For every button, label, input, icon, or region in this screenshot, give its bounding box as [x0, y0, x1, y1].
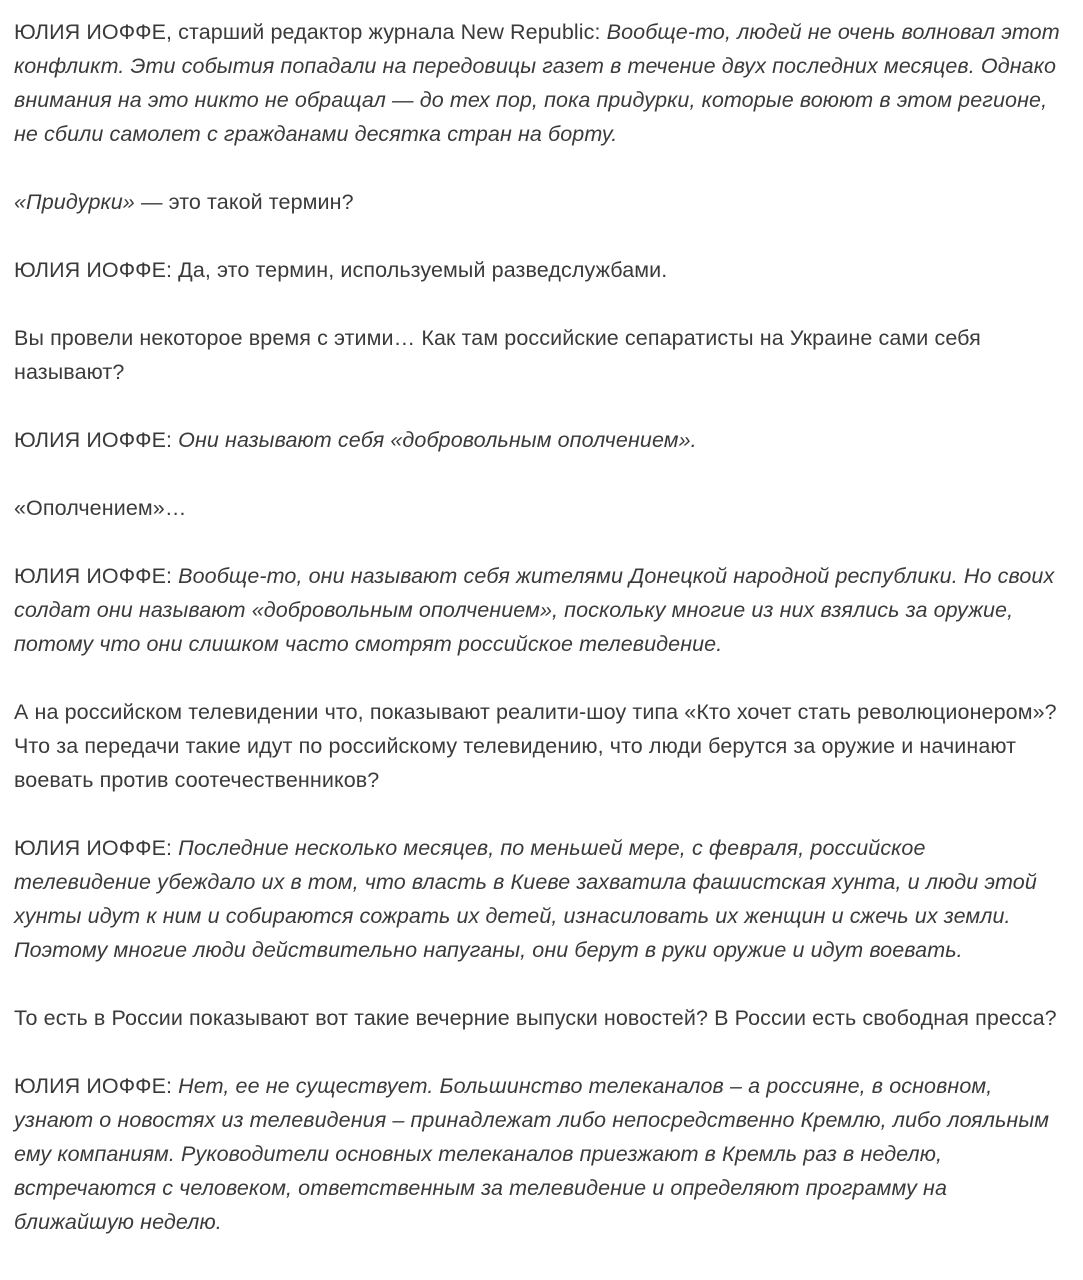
speaker-label: ЮЛИЯ ИОФФЕ: — [14, 1074, 179, 1098]
quoted-term: «Придурки» — [14, 190, 135, 214]
answer-paragraph — [14, 15, 1066, 151]
speaker-label: ЮЛИЯ ИОФФЕ: — [14, 836, 179, 860]
answer-paragraph — [14, 423, 1066, 457]
answer-text: Вообще-то, людей не очень волновал этот конфликт. Эти события попадали на передовицы газет в течение двух последних месяцев. Однако внимания на это никто не обращал — до тех пор, пока придурки, которые воюют в этом регионе, не сбили самолет с гражданами десятка стран на борту. — [14, 20, 1060, 146]
article-body — [14, 15, 1066, 1239]
question-paragraph — [14, 695, 1066, 797]
answer-paragraph — [14, 253, 1066, 287]
speaker-label: ЮЛИЯ ИОФФЕ, старший редактор журнала New Republic: — [14, 20, 607, 44]
question-paragraph — [14, 185, 1066, 219]
speaker-label: ЮЛИЯ ИОФФЕ: — [14, 564, 179, 588]
speaker-label: ЮЛИЯ ИОФФЕ: — [14, 428, 179, 452]
answer-paragraph — [14, 559, 1066, 661]
answer-text: Они называют себя «добровольным ополчением». — [178, 428, 697, 452]
answer-text: Последние несколько месяцев, по меньшей мере, с февраля, российское телевидение убеждало их в том, что власть в Киеве захватила фашистская хунта, и люди этой хунты идут к ним и собираются сожрать их детей, изнасиловать их женщин и сжечь их земли. Поэтому многие люди действительно напуганы, они берут в руки оружие и идут воевать. — [14, 836, 1037, 962]
answer-text: Да, это термин, используемый разведслужбами. — [178, 258, 668, 282]
question-paragraph — [14, 321, 1066, 389]
question-paragraph — [14, 1001, 1066, 1035]
answer-text: Нет, ее не существует. Большинство телеканалов – а россияне, в основном, узнают о новостях из телевидения – принадлежат либо непосредственно Кремлю, либо лояльным ему компаниям. Руководители основных телеканалов приезжают в Кремль раз в неделю, встречаются с человеком, ответственным за телевидение и определяют программу на ближайшую неделю. — [14, 1074, 1050, 1234]
question-text: А на российском телевидении что, показывают реалити-шоу типа «Кто хочет стать революционером»? Что за передачи такие идут по российскому телевидению, что люди берутся за оружие и начинают воевать против соотечественников? — [14, 700, 1057, 792]
speaker-label: ЮЛИЯ ИОФФЕ: — [14, 258, 179, 282]
question-text: «Ополчением»… — [14, 496, 187, 520]
question-text: То есть в России показывают вот такие вечерние выпуски новостей? В России есть свободная пресса? — [14, 1006, 1057, 1030]
question-paragraph — [14, 491, 1066, 525]
answer-text: Вообще-то, они называют себя жителями Донецкой народной республики. Но своих солдат они называют «добровольным ополчением», поскольку многие из них взялись за оружие, потому что они слишком часто смотрят российское телевидение. — [14, 564, 1055, 656]
answer-paragraph — [14, 831, 1066, 967]
answer-paragraph — [14, 1069, 1066, 1239]
question-text: — это такой термин? — [134, 190, 354, 214]
question-text: Вы провели некоторое время с этими… Как там российские сепаратисты на Украине сами себя называют? — [14, 326, 981, 384]
